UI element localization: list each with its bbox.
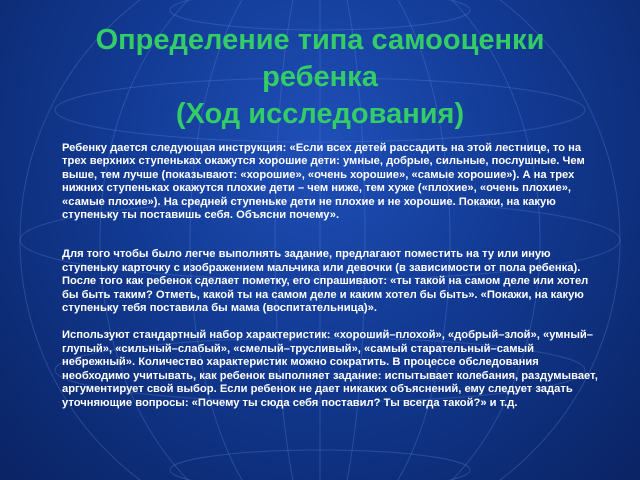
title-line: Определение типа самооценки (95, 24, 545, 56)
paragraph-characteristics: Используют стандартный набор характеристик: «хороший–плохой», «добрый–злой», «умный–глупый», «сильный–слабый», «смелый–трусливый», «самый старательный–самый небрежный». Количество характеристик можно сократить. В процессе обследования необходимо учитывать, как ребенок выполняет задание: испытывает колебания, раздумывает, аргументирует свой выбор. Если ребенок не дает никаких объяснений, ему следует задать уточняющие вопросы: «Почему ты сюда себя поставил? Ты всегда такой?» и т.д. (62, 329, 598, 409)
paragraph-instruction: Ребенку дается следующая инструкция: «Если всех детей рассадить на этой лестнице, то на трех верхних ступеньках окажутся хорошие дети: умные, добрые, сильные, послушные. Чем выше, тем лучше (показывают: «хорошие», «очень хорошие», «самые хорошие»). А на трех нижних ступеньках окажутся плохие дети – чем ниже, тем хуже («плохие», «очень плохие», «самые плохие»). На средней ступеньке дети не плохие и не хорошие. Покажи, на какую ступеньку ты поставишь себя. Объясни почему». (62, 142, 585, 222)
paragraph-procedure: Для того чтобы было легче выполнять задание, предлагают поместить на ту или иную ступеньку карточку с изображением мальчика или девочки (в зависимости от пола ребенка). После того как ребенок сделает пометку, его спрашивают: «ты такой на самом деле или хотел бы быть таким? Отметь, какой ты на самом деле и каким хотел бы быть». «Покажи, на какую ступеньку тебя поставила бы мама (воспитательница)». (62, 248, 589, 315)
title-line: ребенка (262, 61, 378, 93)
title-line: (Ход исследования) (175, 98, 465, 130)
slide-body (62, 142, 602, 410)
slide-title (20, 22, 620, 133)
